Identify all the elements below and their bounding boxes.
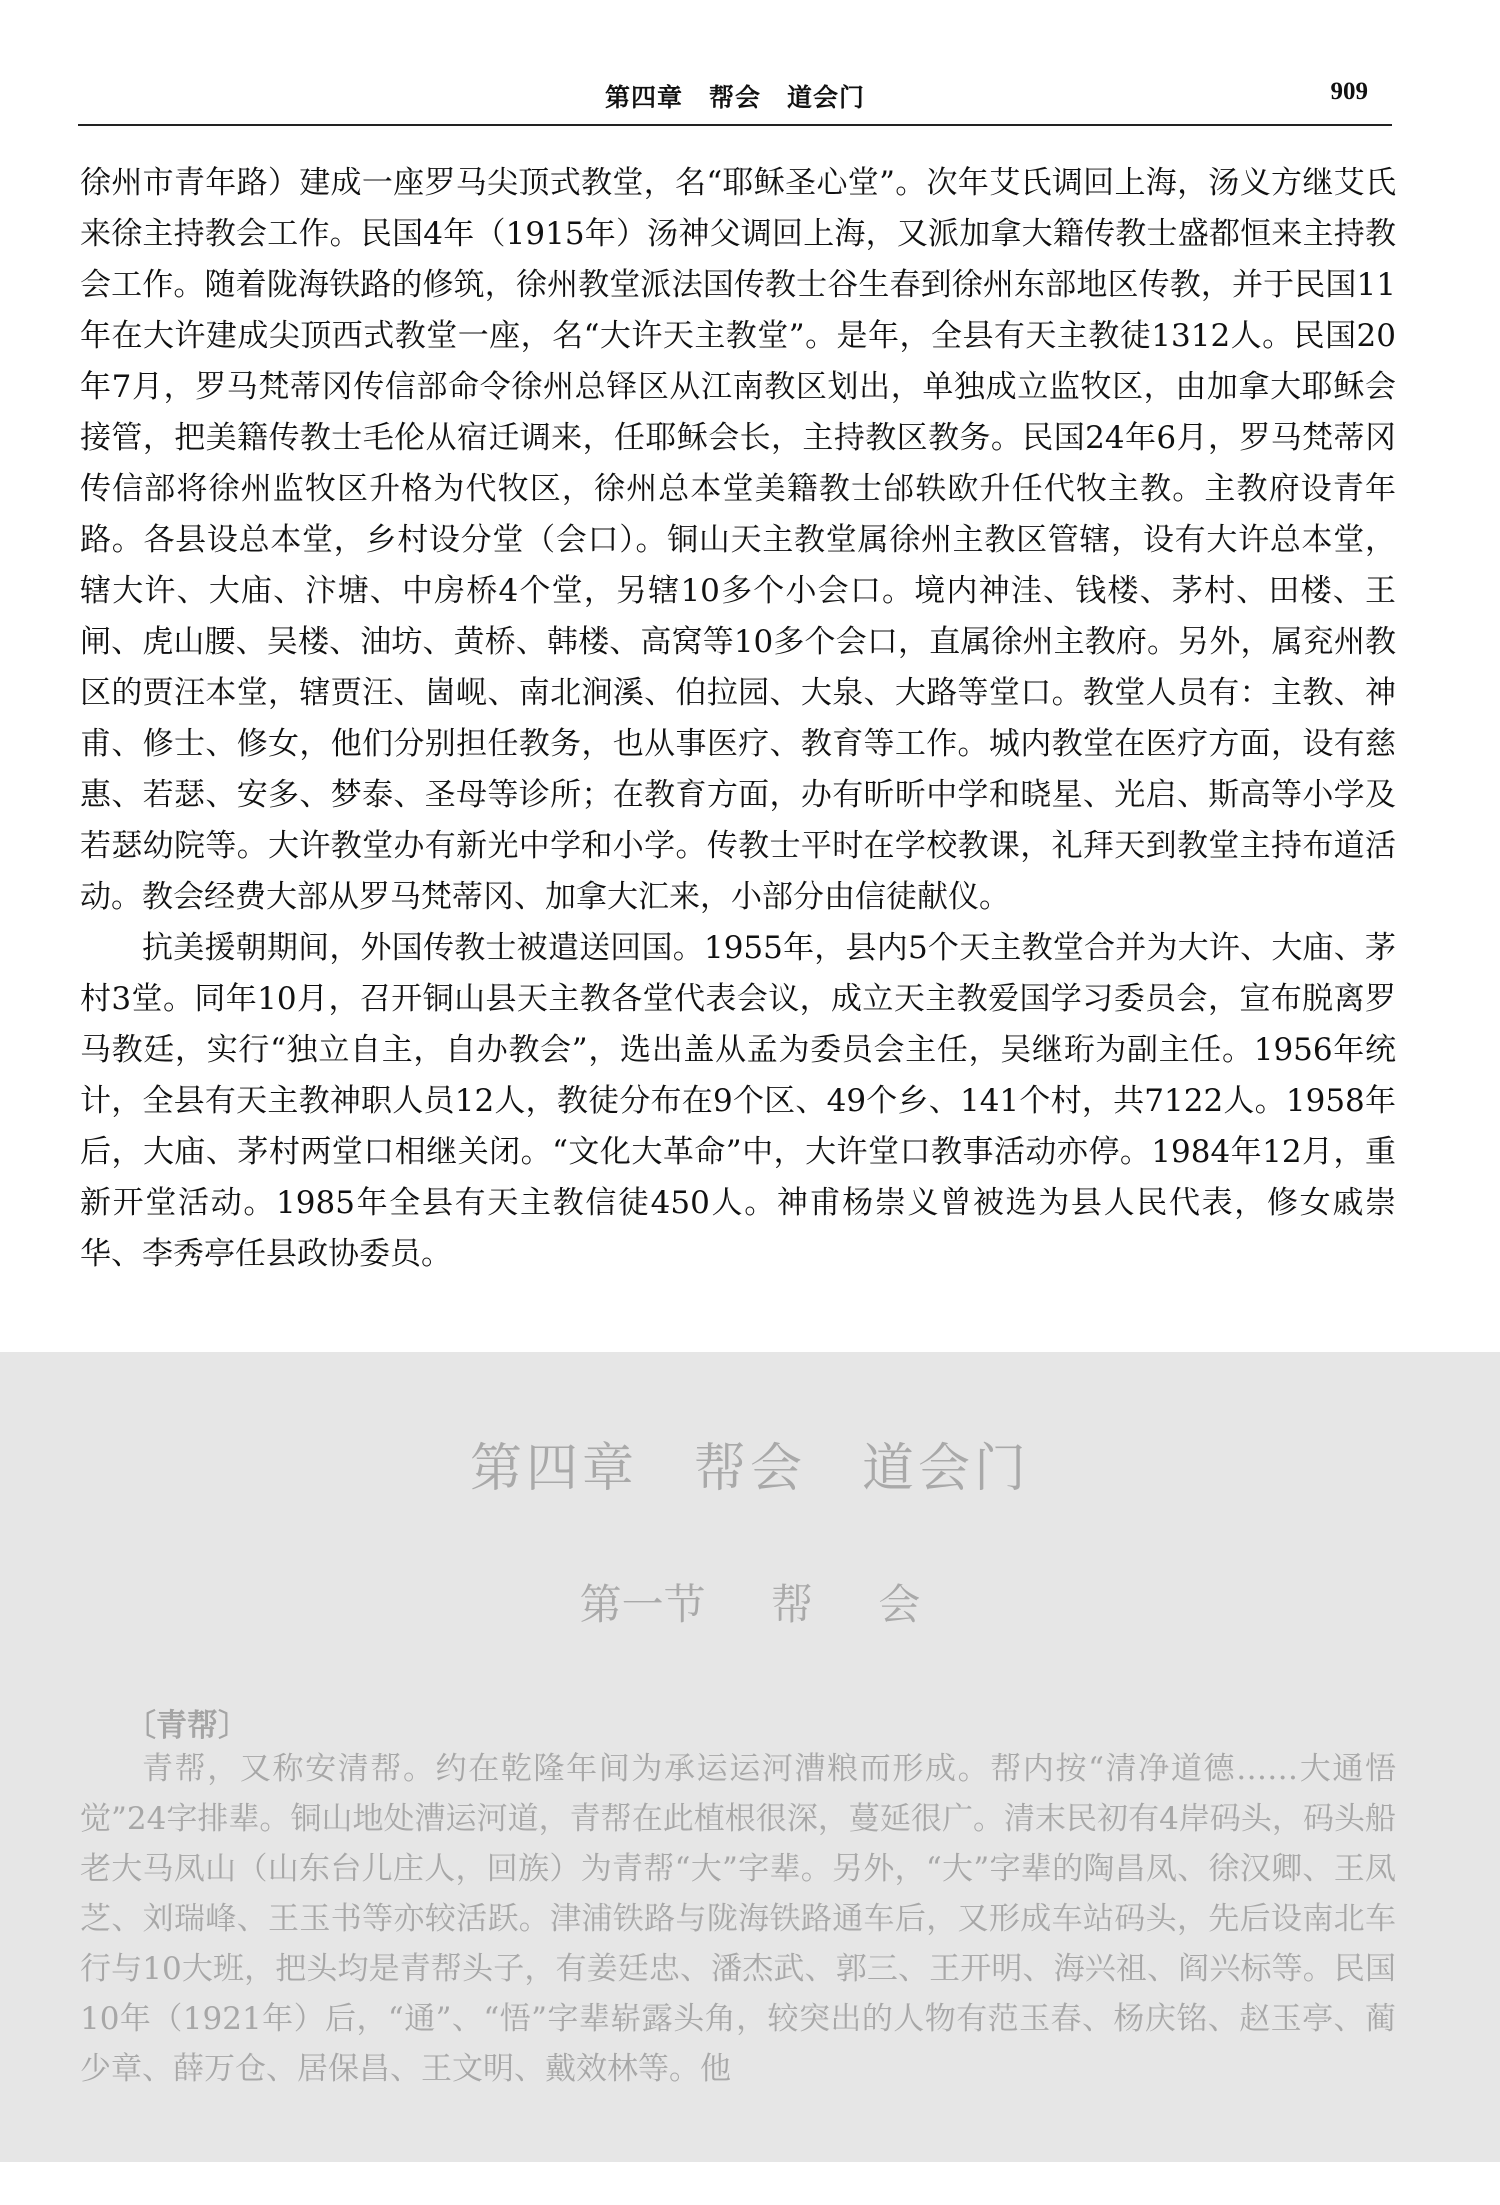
running-head — [78, 78, 1392, 122]
sub-heading: 〔青帮〕 — [125, 1708, 249, 1744]
paragraph-2: 抗美援朝期间，外国传教士被遣送回国。1955年，县内5个天主教堂合并为大许、大庙、茅村3堂。同年10月，召开铜山县天主教各堂代表会议，成立天主教爱国学习委员会，宣布脱离罗马教廷，实行“独立自主，自办教会”，选出盖从孟为委员会主任，吴继珩为副主任。1956年统计，全县有天主教神职人员12人，教徒分布在9个区、49个乡、141个村，共7122人。1958年后，大庙、茅村两堂口相继关闭。“文化大革命”中，大许堂口教事活动亦停。1984年12月，重新开堂活动。1985年全县有天主教信徒450人。神甫杨崇义曾被选为县人民代表，修女戚崇华、李秀亭任县政协委员。 — [80, 930, 1396, 1272]
chapter-title: 第四章 帮会 道会门 — [469, 1439, 1030, 1499]
page-number: 909 — [1330, 78, 1368, 105]
main-text — [80, 158, 1396, 1280]
section-number: 第一节 — [579, 1580, 706, 1629]
faded-text — [80, 1744, 1396, 2094]
section-title — [0, 1572, 1500, 1632]
header-rule — [78, 124, 1392, 126]
faded-paragraph: 青帮，又称安清帮。约在乾隆年间为承运运河漕粮而形成。帮内按“清净道德……大通悟觉”24字排辈。铜山地处漕运河道，青帮在此植根很深，蔓延很广。清末民初有4岸码头，码头船老大马凤山（山东台儿庄人，回族）为青帮“大”字辈。另外，“大”字辈的陶昌凤、徐汉卿、王凤芝、刘瑞峰、王玉书等亦较活跃。津浦铁路与陇海铁路通车后，又形成车站码头，先后设南北车行与10大班，把头均是青帮头子，有姜廷忠、潘杰武、郭三、王开明、海兴祖、阎兴标等。民国10年（1921年）后，“通”、“悟”字辈崭露头角，较突出的人物有范玉春、杨庆铭、赵玉亭、蔺少章、薛万仓、居保昌、王文明、戴效林等。他 — [80, 1751, 1396, 2087]
paragraph-1: 徐州市青年路）建成一座罗马尖顶式教堂，名“耶稣圣心堂”。次年艾氏调回上海，汤义方继艾氏来徐主持教会工作。民国4年（1915年）汤神父调回上海，又派加拿大籍传教士盛都恒来主持教会工作。随着陇海铁路的修筑，徐州教堂派法国传教士谷生春到徐州东部地区传教，并于民国11年在大许建成尖顶西式教堂一座，名“大许天主教堂”。是年，全县有天主教徒1312人。民国20年7月，罗马梵蒂冈传信部命令徐州总铎区从江南教区划出，单独成立监牧区，由加拿大耶稣会接管，把美籍传教士毛伦从宿迁调来，任耶稣会长，主持教区教务。民国24年6月，罗马梵蒂冈传信部将徐州监牧区升格为代牧区，徐州总本堂美籍教士邰轶欧升任代牧主教。主教府设青年路。各县设总本堂，乡村设分堂（会口）。铜山天主教堂属徐州主教区管辖，设有大许总本堂，辖大许、大庙、汴塘、中房桥4个堂，另辖10多个小会口。境内神洼、钱楼、茅村、田楼、王闸、虎山腰、吴楼、油坊、黄桥、韩楼、高窝等10多个会口，直属徐州主教府。另外，属兖州教区的贾汪本堂，辖贾汪、崮岘、南北涧溪、伯拉园、大泉、大路等堂口。教堂人员有：主教、神甫、修士、修女，他们分别担任教务，也从事医疗、教育等工作。城内教堂在医疗方面，设有慈惠、若瑟、安多、梦泰、圣母等诊所；在教育方面，办有昕昕中学和晓星、光启、斯高等小学及若瑟幼院等。大许教堂办有新光中学和小学。传教士平时在学校教课，礼拜天到教堂主持布道活动。教会经费大部从罗马梵蒂冈、加拿大汇来，小部分由信徒献仪。 — [80, 165, 1396, 915]
section-title-char-1: 帮 — [770, 1580, 813, 1629]
running-head-chapter: 第四章 帮会 道会门 — [604, 83, 865, 112]
section-title-char-2: 会 — [878, 1580, 921, 1629]
